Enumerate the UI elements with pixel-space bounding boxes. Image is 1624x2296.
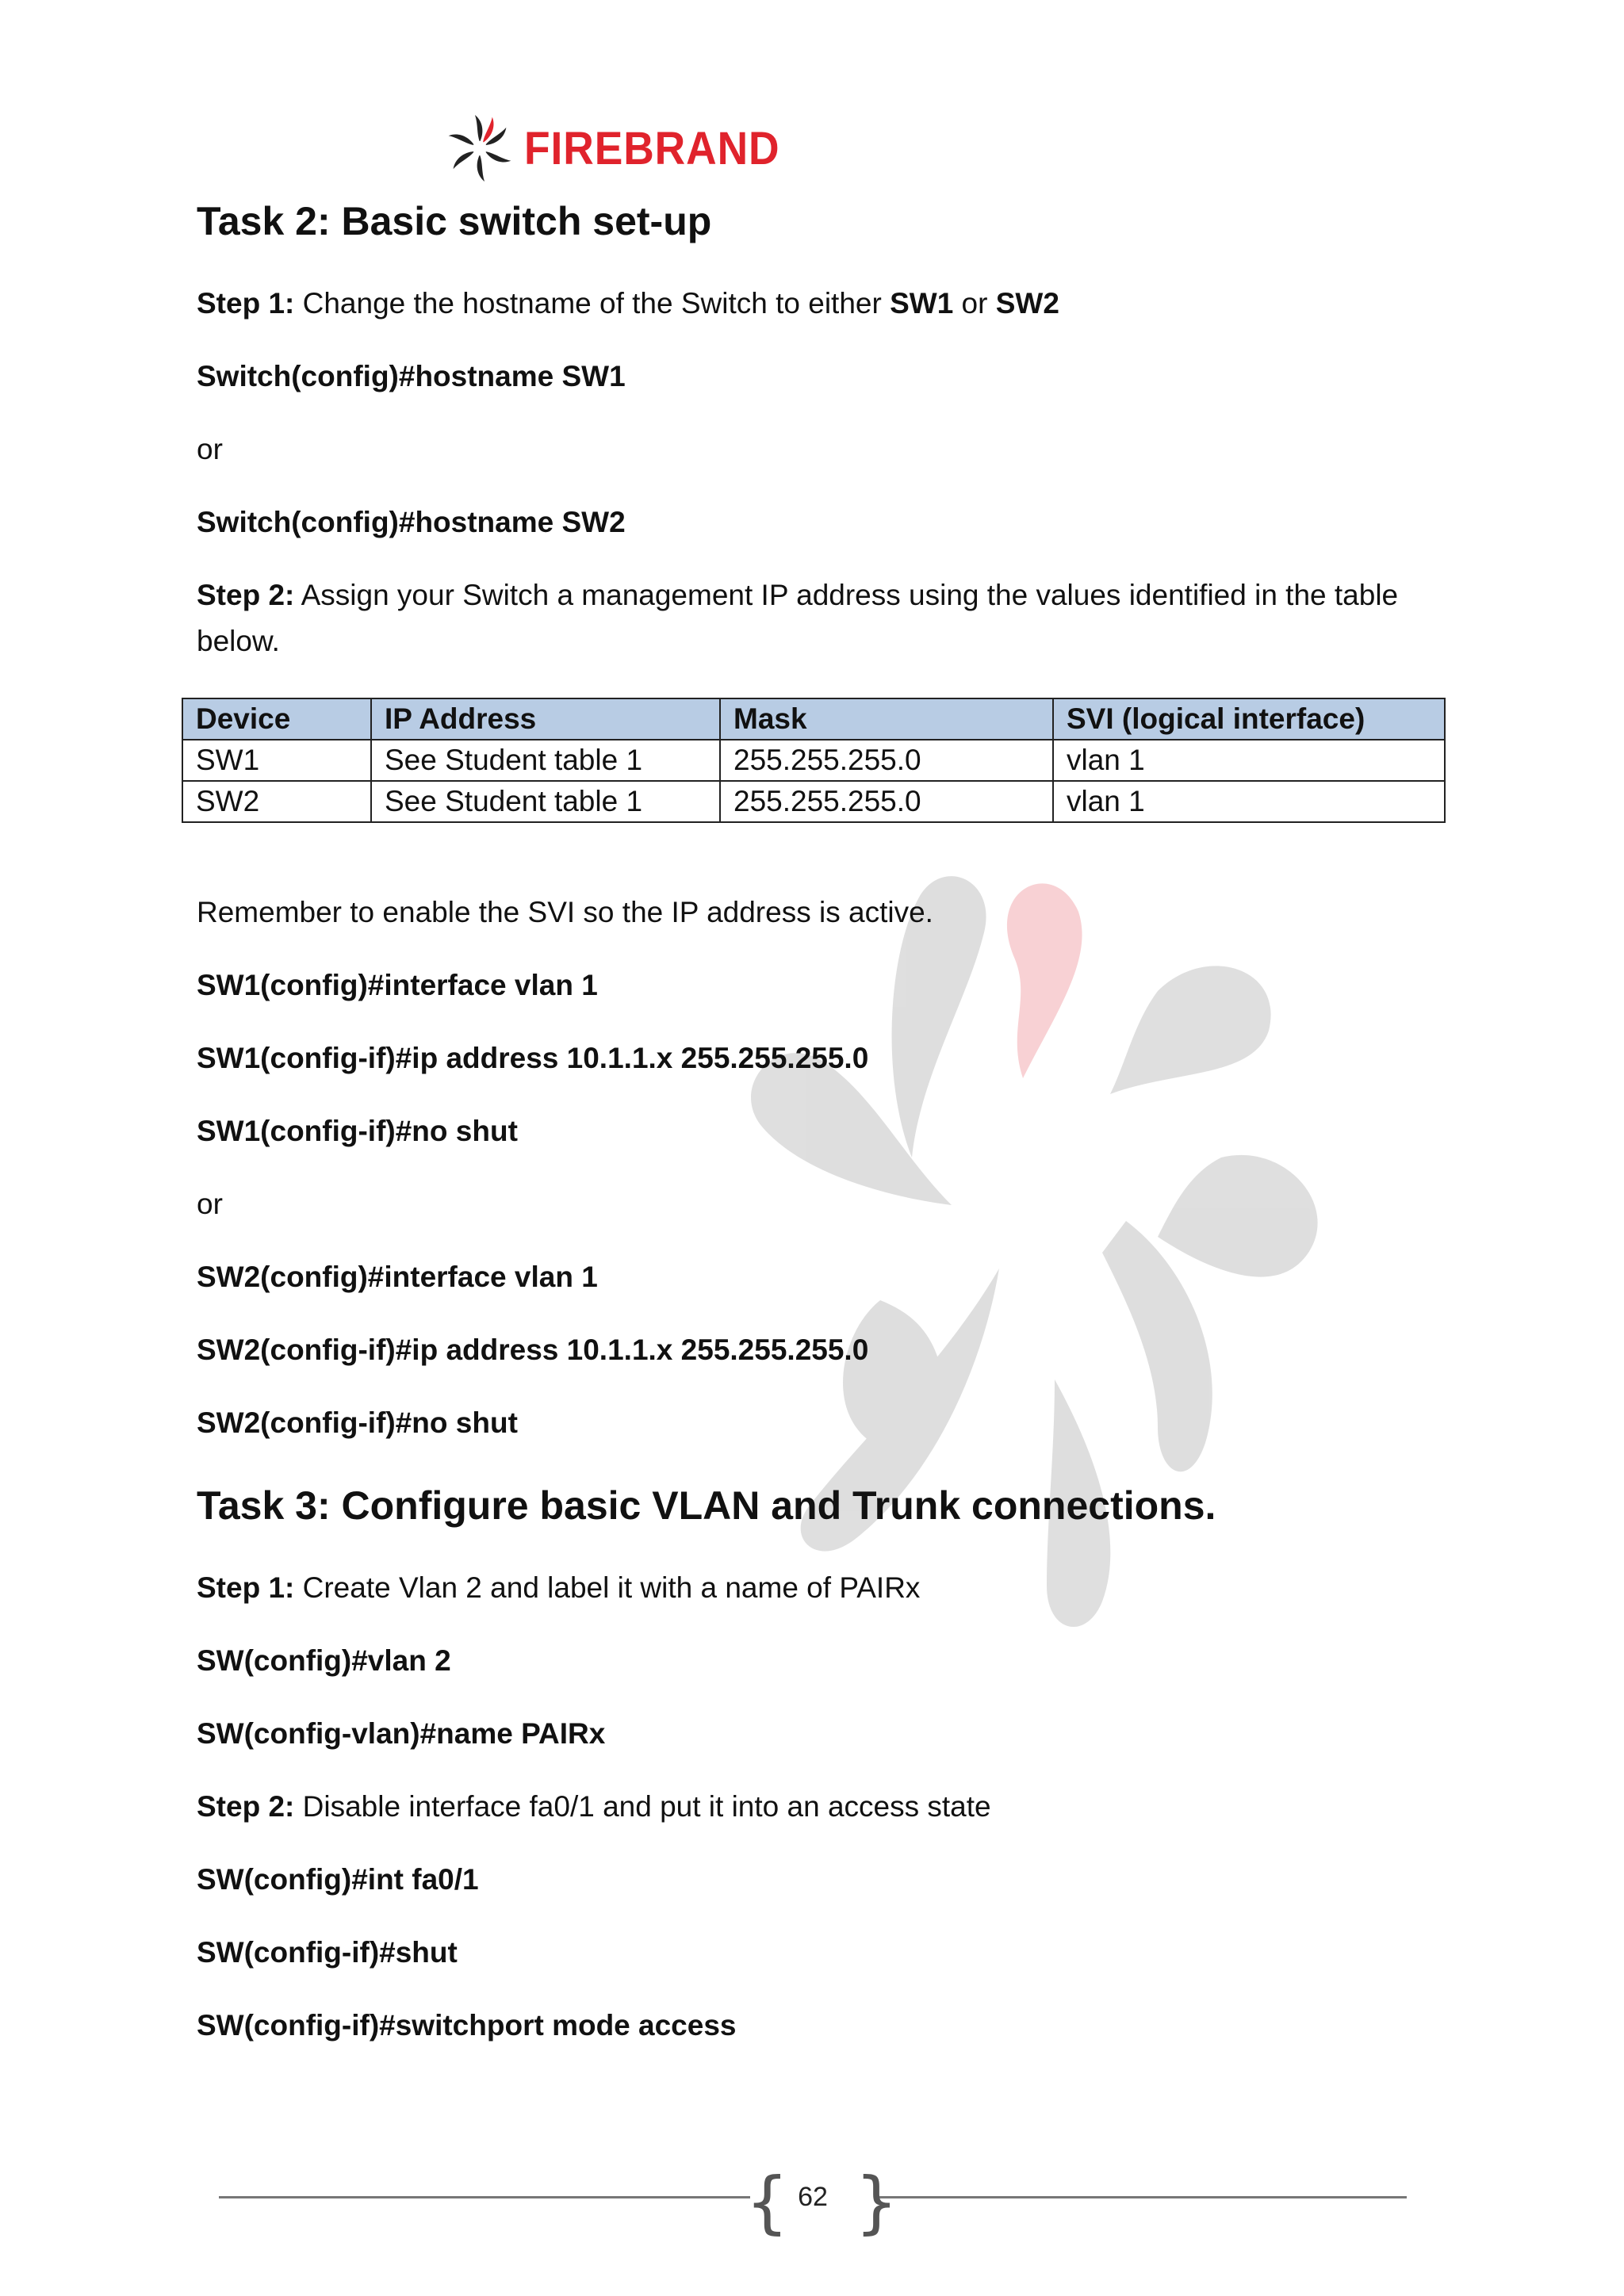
task2-step2-cont: below. [197, 625, 280, 657]
command-line: SW1(config-if)#no shut [197, 1115, 518, 1147]
footer-divider-right [875, 2196, 1407, 2198]
command-line: SW2(config)#interface vlan 1 [197, 1261, 598, 1293]
right-brace-icon: } [855, 2163, 898, 2242]
or-text: or [197, 1188, 223, 1220]
task3-heading: Task 3: Configure basic VLAN and Trunk connections. [197, 1483, 1216, 1528]
step-label: Step 2: [197, 579, 295, 611]
table-cell: vlan 1 [1053, 781, 1445, 822]
table-cell: vlan 1 [1053, 740, 1445, 781]
firebrand-watermark-icon [682, 825, 1411, 1673]
step-label: Step 1: [197, 287, 295, 320]
table-cell: SW1 [182, 740, 371, 781]
command-line: Switch(config)#hostname SW1 [197, 360, 626, 392]
table-cell: 255.255.255.0 [720, 740, 1053, 781]
task2-step1 [197, 287, 1059, 320]
command-line: SW(config-vlan)#name PAIRx [197, 1717, 606, 1750]
command-line: SW(config-if)#switchport mode access [197, 2009, 737, 2042]
task3-step2 [197, 1790, 991, 1823]
task3-step1 [197, 1571, 920, 1605]
left-brace-icon: { [745, 2163, 789, 2242]
page-number: 62 [798, 2182, 828, 2212]
task2-step2 [197, 579, 1398, 612]
command-line: SW(config-if)#shut [197, 1936, 458, 1969]
or-text: or [197, 433, 223, 465]
remember-note: Remember to enable the SVI so the IP address is active. [197, 896, 933, 928]
column-header: Mask [720, 698, 1053, 740]
table-cell: See Student table 1 [371, 781, 720, 822]
device-table [182, 698, 1446, 823]
command-line: SW(config)#int fa0/1 [197, 1863, 479, 1896]
command-line: SW2(config-if)#no shut [197, 1406, 518, 1439]
table-header-row [182, 698, 1445, 740]
table-cell: SW2 [182, 781, 371, 822]
step-text: Disable interface fa0/1 and put it into an access state [294, 1790, 991, 1823]
step-text: Assign your Switch a management IP address using the values identified in the table [294, 579, 1399, 611]
step-text: Create Vlan 2 and label it with a name of PAIRx [294, 1571, 921, 1604]
command-line: SW1(config)#interface vlan 1 [197, 969, 598, 1001]
step-label: Step 2: [197, 1790, 295, 1823]
footer-divider-left [219, 2196, 750, 2198]
sw1-label: SW1 [890, 287, 954, 320]
column-header: Device [182, 698, 371, 740]
command-line: SW2(config-if)#ip address 10.1.1.x 255.255.255.0 [197, 1334, 869, 1366]
step-label: Step 1: [197, 1571, 295, 1604]
command-line: SW(config)#vlan 2 [197, 1644, 451, 1677]
step-text: Change the hostname of the Switch to either [294, 287, 891, 320]
table-cell: 255.255.255.0 [720, 781, 1053, 822]
sw2-label: SW2 [995, 287, 1059, 320]
logo-text: FIREBRAND [524, 122, 780, 174]
table-row [182, 740, 1445, 781]
task2-heading: Task 2: Basic switch set-up [197, 199, 712, 243]
column-header: IP Address [371, 698, 720, 740]
command-line: SW1(config-if)#ip address 10.1.1.x 255.255.255.0 [197, 1042, 869, 1074]
firebrand-logo [440, 105, 802, 192]
command-line: Switch(config)#hostname SW2 [197, 506, 626, 538]
column-header: SVI (logical interface) [1053, 698, 1445, 740]
table-cell: See Student table 1 [371, 740, 720, 781]
firebrand-swirl-icon [440, 109, 519, 188]
table-row [182, 781, 1445, 822]
step-text: or [953, 287, 996, 320]
